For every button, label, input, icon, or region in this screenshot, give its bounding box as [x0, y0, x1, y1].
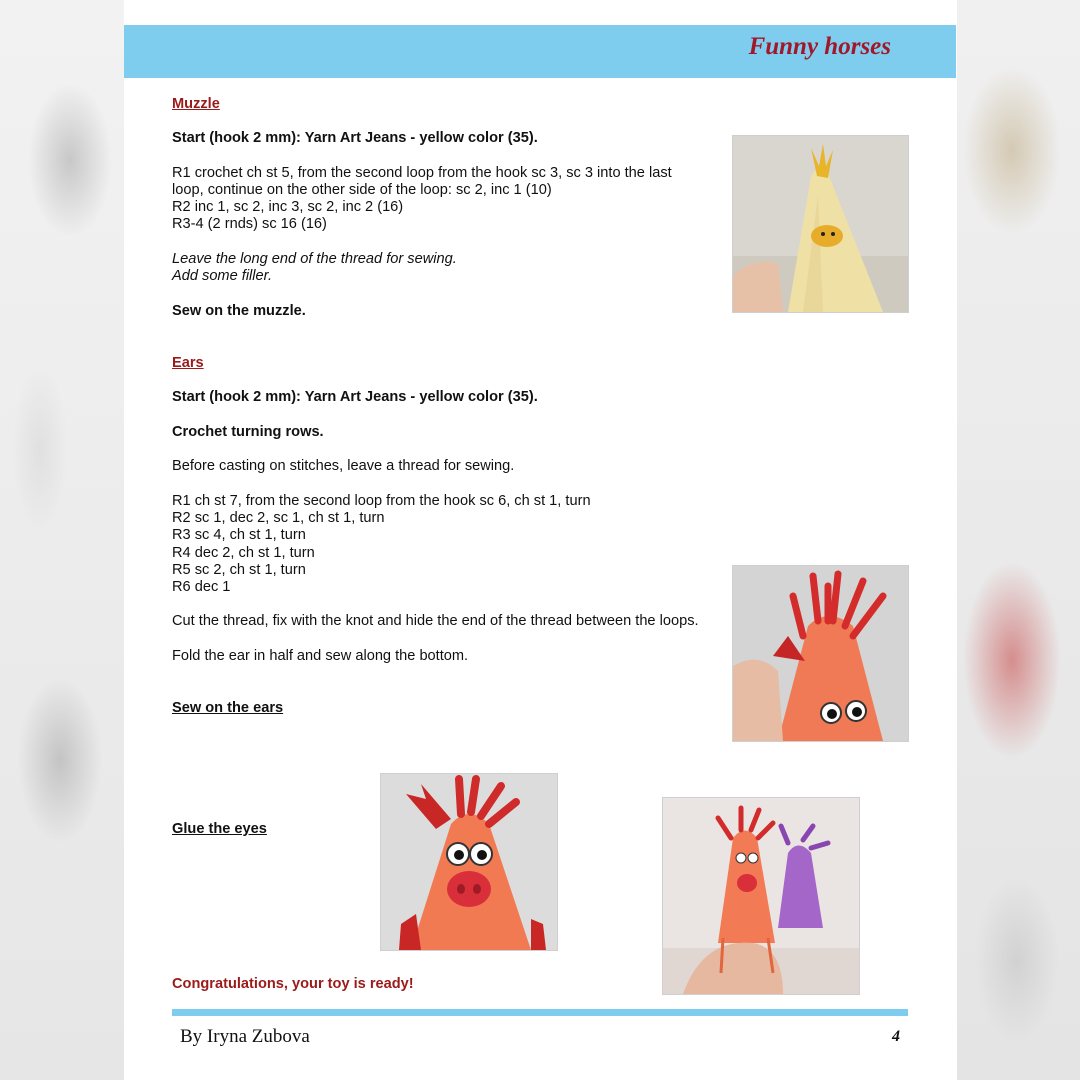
muzzle-note-1: Leave the long end of the thread for sewing. [172, 251, 457, 267]
photo-red-ears [732, 565, 909, 742]
muzzle-r1-line1: R1 crochet ch st 5, from the second loop from the hook sc 3, sc 3 into the last [172, 165, 672, 181]
header-bar [124, 25, 956, 78]
photo-finished-toy [662, 797, 860, 995]
background-left-blur [0, 0, 124, 1080]
page-number: 4 [892, 1028, 900, 1045]
ears-row: R3 sc 4, ch st 1, turn [172, 527, 306, 543]
ears-fold: Fold the ear in half and sew along the bottom. [172, 648, 469, 664]
ears-turning: Crochet turning rows. [172, 424, 324, 440]
muzzle-note-2: Add some filler. [172, 268, 273, 284]
photo-yellow-muzzle [732, 135, 909, 313]
muzzle-heading: Muzzle [172, 96, 220, 112]
ears-row: R1 ch st 7, from the second loop from the hook sc 6, ch st 1, turn [172, 493, 591, 509]
ears-start: Start (hook 2 mm): Yarn Art Jeans - yellow color (35). [172, 389, 538, 405]
ears-row: R6 dec 1 [172, 579, 231, 595]
muzzle-r2: R2 inc 1, sc 2, inc 3, sc 2, inc 2 (16) [172, 199, 404, 215]
muzzle-sew: Sew on the muzzle. [172, 303, 306, 319]
final-message: Congratulations, your toy is ready! [172, 976, 414, 992]
ears-heading: Ears [172, 355, 204, 371]
ears-sew: Sew on the ears [172, 700, 284, 716]
ears-row: R2 sc 1, dec 2, sc 1, ch st 1, turn [172, 510, 385, 526]
ears-cut: Cut the thread, fix with the knot and hide the end of the thread between the loops. [172, 613, 699, 629]
background-right-blur [957, 0, 1080, 1080]
eyes-label: Glue the eyes [172, 821, 267, 837]
footer-divider [172, 1009, 908, 1016]
muzzle-r3-4: R3-4 (2 rnds) sc 16 (16) [172, 216, 327, 232]
footer-author: By Iryna Zubova [180, 1026, 310, 1047]
header-title: Funny horses [748, 33, 891, 60]
ears-before: Before casting on stitches, leave a thread for sewing. [172, 458, 515, 474]
muzzle-start: Start (hook 2 mm): Yarn Art Jeans - yellow color (35). [172, 130, 538, 146]
photo-red-eyes [380, 773, 558, 951]
muzzle-r1-line2: loop, continue on the other side of the loop: sc 2, inc 1 (10) [172, 182, 552, 198]
ears-row: R5 sc 2, ch st 1, turn [172, 562, 306, 578]
ears-row: R4 dec 2, ch st 1, turn [172, 545, 315, 561]
document-page [124, 0, 957, 1080]
